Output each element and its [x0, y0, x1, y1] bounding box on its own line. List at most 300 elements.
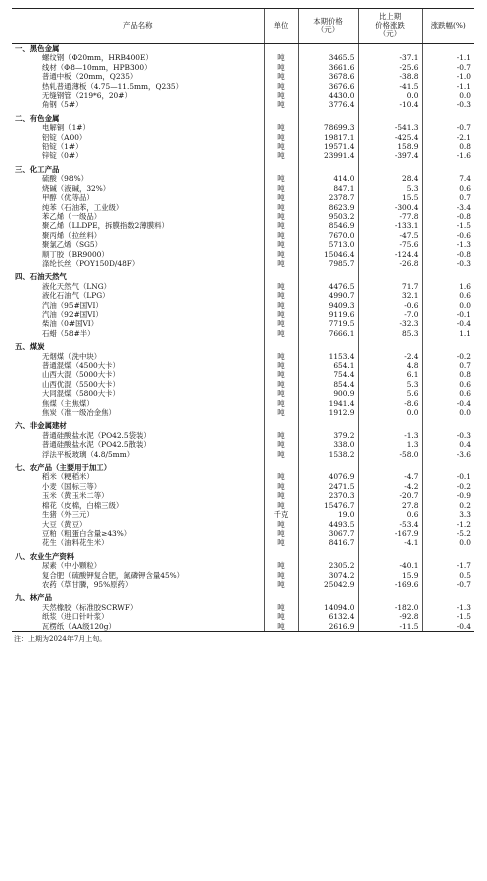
section-spacer-cell	[358, 268, 422, 281]
price-change-cell: 0.0	[358, 408, 422, 417]
current-price-cell: 4430.0	[298, 91, 358, 100]
section-spacer-cell	[298, 338, 358, 351]
price-change-cell: -169.6	[358, 580, 422, 589]
unit-cell: 吨	[264, 408, 298, 417]
change-percent-cell: -0.7	[422, 63, 474, 72]
current-price-cell: 2305.2	[298, 561, 358, 570]
unit-cell: 吨	[264, 329, 298, 338]
section-title: 八、农业生产资料	[15, 551, 75, 561]
current-price-cell: 15476.7	[298, 501, 358, 510]
change-percent-cell: 0.4	[422, 440, 474, 449]
change-percent-cell: 7.4	[422, 174, 474, 183]
unit-cell: 吨	[264, 282, 298, 291]
price-change-cell: 32.1	[358, 291, 422, 300]
product-name-cell: 锌锭（0#）	[42, 151, 83, 161]
change-percent-cell: 0.7	[422, 193, 474, 202]
table-row	[12, 561, 474, 570]
price-change-cell: -300.4	[358, 203, 422, 212]
price-change-cell: 85.3	[358, 329, 422, 338]
price-change-cell: -425.4	[358, 133, 422, 142]
unit-cell: 吨	[264, 221, 298, 230]
unit-cell: 吨	[264, 63, 298, 72]
current-price-cell: 1538.2	[298, 450, 358, 459]
unit-cell: 吨	[264, 361, 298, 370]
current-price-cell: 19571.4	[298, 142, 358, 151]
table-row	[12, 431, 474, 440]
price-change-cell: -41.5	[358, 82, 422, 91]
current-price-cell: 8623.9	[298, 203, 358, 212]
change-percent-cell: -0.9	[422, 491, 474, 500]
current-price-cell: 379.2	[298, 431, 358, 440]
unit-cell: 吨	[264, 291, 298, 300]
unit-cell: 吨	[264, 603, 298, 612]
change-percent-cell: -0.1	[422, 472, 474, 481]
current-price-cell: 2471.5	[298, 482, 358, 491]
table-row	[12, 510, 474, 519]
unit-cell: 吨	[264, 352, 298, 361]
price-table	[12, 8, 474, 632]
change-percent-cell: -2.1	[422, 133, 474, 142]
change-percent-cell: -0.4	[422, 399, 474, 408]
section-spacer-cell	[264, 161, 298, 174]
product-name-cell: 农药（草甘膦，95%原药）	[42, 579, 133, 589]
table-row	[12, 72, 474, 81]
table-row	[12, 133, 474, 142]
current-price-cell: 2378.7	[298, 193, 358, 202]
header-price-line1: 本期价格	[313, 16, 343, 26]
change-percent-cell: -0.8	[422, 250, 474, 259]
unit-cell: 吨	[264, 380, 298, 389]
change-percent-cell: -3.6	[422, 450, 474, 459]
product-name-cell: 花生（油料花生米）	[42, 538, 109, 548]
unit-cell: 吨	[264, 520, 298, 529]
section-spacer-cell	[422, 268, 474, 281]
product-name-cell: 稻米（粳稻米）	[42, 472, 94, 482]
section-spacer-cell	[422, 110, 474, 123]
unit-cell: 吨	[264, 174, 298, 183]
section-spacer-cell	[264, 268, 298, 281]
price-change-cell: -58.0	[358, 450, 422, 459]
unit-cell: 吨	[264, 212, 298, 221]
section-spacer-cell	[264, 459, 298, 472]
table-row	[12, 151, 474, 160]
current-price-cell: 654.1	[298, 361, 358, 370]
section-spacer-cell	[298, 110, 358, 123]
product-name-cell: 线材（Φ8—10mm，HPB300）	[42, 62, 152, 72]
product-name-cell: 山西大混（5000大卡）	[42, 370, 120, 380]
product-name-cell: 无缝钢管（219*6，20#）	[42, 91, 132, 101]
section-spacer-cell	[358, 548, 422, 561]
section-spacer-cell	[358, 110, 422, 123]
table-row	[12, 450, 474, 459]
section-spacer-cell	[264, 417, 298, 430]
change-percent-cell: 0.6	[422, 291, 474, 300]
product-name-cell: 小麦（国标三等）	[42, 481, 102, 491]
section-spacer-cell	[298, 44, 358, 54]
price-change-cell: 71.7	[358, 282, 422, 291]
change-percent-cell: -0.4	[422, 622, 474, 632]
product-name-cell: 焦煤（主焦煤）	[42, 398, 94, 408]
change-percent-cell: 0.0	[422, 538, 474, 547]
price-change-cell: 28.4	[358, 174, 422, 183]
section-spacer-cell	[358, 417, 422, 430]
product-name-cell: 热轧普通薄板（4.75—11.5mm，Q235）	[42, 81, 184, 91]
table-row	[12, 91, 474, 100]
header-change	[358, 9, 422, 44]
product-name-cell: 电解铜（1#）	[42, 123, 90, 133]
change-percent-cell: 0.7	[422, 361, 474, 370]
section-spacer-cell	[422, 417, 474, 430]
section-spacer-cell	[264, 338, 298, 351]
section-spacer-cell	[298, 417, 358, 430]
section-spacer-cell	[422, 161, 474, 174]
section-title: 一、黑色金属	[15, 44, 60, 53]
table-row	[12, 501, 474, 510]
header-change-line1: 比上期	[378, 12, 402, 22]
table-row	[12, 538, 474, 547]
current-price-cell: 9119.6	[298, 310, 358, 319]
change-percent-cell: -0.6	[422, 231, 474, 240]
table-row	[12, 612, 474, 621]
product-name-cell: 铅锭（1#）	[42, 142, 83, 152]
unit-cell: 吨	[264, 501, 298, 510]
change-percent-cell: -5.2	[422, 529, 474, 538]
unit-cell: 吨	[264, 91, 298, 100]
current-price-cell: 3676.6	[298, 82, 358, 91]
price-change-cell: -92.8	[358, 612, 422, 621]
unit-cell: 吨	[264, 250, 298, 259]
change-percent-cell: -0.4	[422, 319, 474, 328]
table-row	[12, 399, 474, 408]
table-body	[12, 44, 474, 632]
current-price-cell: 1912.9	[298, 408, 358, 417]
product-name-cell: 无烟煤（洗中块）	[42, 351, 102, 361]
current-price-cell: 3678.6	[298, 72, 358, 81]
current-price-cell: 25042.9	[298, 580, 358, 589]
section-spacer-cell	[298, 589, 358, 602]
price-change-cell: -124.4	[358, 250, 422, 259]
current-price-cell: 6132.4	[298, 612, 358, 621]
current-price-cell: 7670.0	[298, 231, 358, 240]
price-change-cell: -0.6	[358, 301, 422, 310]
current-price-cell: 414.0	[298, 174, 358, 183]
current-price-cell: 15046.4	[298, 250, 358, 259]
unit-cell: 吨	[264, 72, 298, 81]
product-name-cell: 液化石油气（LPG）	[42, 291, 110, 301]
current-price-cell: 4076.9	[298, 472, 358, 481]
current-price-cell: 7666.1	[298, 329, 358, 338]
change-percent-cell: -0.8	[422, 212, 474, 221]
unit-cell: 吨	[264, 440, 298, 449]
change-percent-cell: -0.3	[422, 100, 474, 109]
table-row	[12, 622, 474, 632]
product-name-cell: 纯苯（石油苯，工业级）	[42, 202, 124, 212]
current-price-cell: 9503.2	[298, 212, 358, 221]
table-row	[12, 142, 474, 151]
product-name-cell: 甲醇（优等品）	[42, 193, 94, 203]
current-price-cell: 1153.4	[298, 352, 358, 361]
table-row	[12, 212, 474, 221]
unit-cell: 吨	[264, 310, 298, 319]
product-name-cell: 山西优混（5500大卡）	[42, 379, 120, 389]
table-row	[12, 529, 474, 538]
unit-cell: 吨	[264, 231, 298, 240]
product-name-cell: 汽油（92#国VI）	[42, 309, 103, 319]
change-percent-cell: -1.6	[422, 151, 474, 160]
current-price-cell: 7719.5	[298, 319, 358, 328]
current-price-cell: 3661.6	[298, 63, 358, 72]
price-change-cell: -53.4	[358, 520, 422, 529]
current-price-cell: 8416.7	[298, 538, 358, 547]
unit-cell: 吨	[264, 82, 298, 91]
section-spacer-cell	[422, 338, 474, 351]
unit-cell: 吨	[264, 100, 298, 109]
section-spacer-cell	[422, 548, 474, 561]
price-change-cell: -397.4	[358, 151, 422, 160]
change-percent-cell: -1.0	[422, 72, 474, 81]
section-title: 六、非金属建材	[15, 421, 67, 431]
change-percent-cell: 1.1	[422, 329, 474, 338]
product-name-cell: 涤纶长丝（POY150D/48F）	[42, 258, 140, 268]
section-title: 九、林产品	[15, 593, 52, 603]
current-price-cell: 19.0	[298, 510, 358, 519]
product-name-cell: 顺丁胶（BR9000）	[42, 249, 109, 259]
header-pct: 涨跌幅(%)	[422, 9, 474, 44]
table-row	[12, 203, 474, 212]
price-change-cell: -26.8	[358, 259, 422, 268]
table-row	[12, 520, 474, 529]
table-row	[12, 329, 474, 338]
table-row	[12, 440, 474, 449]
unit-cell: 吨	[264, 612, 298, 621]
section-row	[12, 161, 474, 174]
current-price-cell: 8546.9	[298, 221, 358, 230]
product-name-cell: 聚乙烯（LLDPE，拆膜指数2薄膜料）	[42, 221, 169, 231]
current-price-cell: 3465.5	[298, 53, 358, 62]
section-spacer-cell	[298, 548, 358, 561]
product-name-cell: 铝锭（A00）	[42, 132, 87, 142]
unit-cell: 吨	[264, 450, 298, 459]
current-price-cell: 78699.3	[298, 123, 358, 132]
product-name-cell: 焦炭（准一级冶金焦）	[42, 408, 116, 418]
price-change-cell: -7.0	[358, 310, 422, 319]
change-percent-cell: 0.2	[422, 501, 474, 510]
price-change-cell: -1.3	[358, 431, 422, 440]
product-name-cell: 液化天然气（LNG）	[42, 281, 112, 291]
unit-cell: 吨	[264, 399, 298, 408]
section-spacer-cell	[264, 548, 298, 561]
change-percent-cell: -0.7	[422, 580, 474, 589]
price-change-cell: -40.1	[358, 561, 422, 570]
price-change-cell: -182.0	[358, 603, 422, 612]
section-row	[12, 338, 474, 351]
section-spacer-cell	[358, 44, 422, 54]
change-percent-cell: 0.0	[422, 408, 474, 417]
table-row	[12, 259, 474, 268]
table-row	[12, 184, 474, 193]
change-percent-cell: -0.3	[422, 259, 474, 268]
table-row	[12, 319, 474, 328]
unit-cell: 吨	[264, 301, 298, 310]
header-change-line2: 价格涨跌	[375, 20, 405, 30]
current-price-cell: 4990.7	[298, 291, 358, 300]
table-row	[12, 310, 474, 319]
product-name-cell: 尿素（中小颗粒）	[42, 561, 102, 571]
current-price-cell: 338.0	[298, 440, 358, 449]
section-row	[12, 548, 474, 561]
header-change-line3: （元）	[378, 29, 402, 39]
section-spacer-cell	[264, 110, 298, 123]
section-spacer-cell	[422, 459, 474, 472]
section-spacer-cell	[358, 161, 422, 174]
product-name-cell: 聚氯乙烯（SG5）	[42, 240, 103, 250]
change-percent-cell: 0.5	[422, 571, 474, 580]
product-name-cell: 硫酸（98%）	[42, 174, 88, 184]
product-name-cell: 汽油（95#国VI）	[42, 300, 103, 310]
change-percent-cell: -1.2	[422, 520, 474, 529]
price-change-cell: -167.9	[358, 529, 422, 538]
section-spacer-cell	[298, 161, 358, 174]
current-price-cell: 3074.2	[298, 571, 358, 580]
header-price-line2: （元）	[316, 25, 340, 34]
section-row	[12, 268, 474, 281]
section-spacer-cell	[298, 459, 358, 472]
section-spacer-cell	[358, 459, 422, 472]
current-price-cell: 900.9	[298, 389, 358, 398]
product-name-cell: 瓦楞纸（AA级120g）	[12, 622, 264, 632]
current-price-cell: 9409.3	[298, 301, 358, 310]
section-title: 二、有色金属	[15, 113, 60, 123]
price-change-cell: 5.3	[358, 380, 422, 389]
unit-cell: 吨	[264, 580, 298, 589]
section-title: 四、石油天然气	[15, 272, 67, 282]
current-price-cell: 3067.7	[298, 529, 358, 538]
current-price-cell: 5713.0	[298, 240, 358, 249]
table-row	[12, 174, 474, 183]
unit-cell: 吨	[264, 240, 298, 249]
unit-cell: 吨	[264, 491, 298, 500]
current-price-cell: 19817.1	[298, 133, 358, 142]
table-row	[12, 291, 474, 300]
table-row	[12, 370, 474, 379]
product-name-cell: 石蜡（58#半）	[42, 328, 95, 338]
current-price-cell: 847.1	[298, 184, 358, 193]
section-spacer-cell	[422, 589, 474, 602]
price-change-cell: -4.1	[358, 538, 422, 547]
current-price-cell: 23991.4	[298, 151, 358, 160]
price-change-cell: 4.8	[358, 361, 422, 370]
unit-cell: 吨	[264, 259, 298, 268]
unit-cell: 吨	[264, 133, 298, 142]
product-name-cell: 大豆（黄豆）	[42, 519, 87, 529]
product-name-cell: 大同混煤（5800大卡）	[42, 389, 120, 399]
change-percent-cell: -3.4	[422, 203, 474, 212]
unit-cell: 吨	[264, 538, 298, 547]
table-row	[12, 123, 474, 132]
current-price-cell: 14094.0	[298, 603, 358, 612]
price-change-cell: 5.3	[358, 184, 422, 193]
product-name-cell: 生猪（外三元）	[42, 510, 94, 520]
table-row	[12, 389, 474, 398]
change-percent-cell: 0.8	[422, 370, 474, 379]
unit-cell: 吨	[264, 622, 298, 632]
price-change-cell: -77.8	[358, 212, 422, 221]
price-change-cell: -32.3	[358, 319, 422, 328]
table-row	[12, 352, 474, 361]
unit-cell: 吨	[264, 529, 298, 538]
change-percent-cell: 3.3	[422, 510, 474, 519]
price-change-cell: -20.7	[358, 491, 422, 500]
price-change-cell: -4.2	[358, 482, 422, 491]
unit-cell: 吨	[264, 142, 298, 151]
product-name-cell: 豆粕（粗蛋白含量≥43%）	[42, 528, 132, 538]
product-name-cell: 棉花（皮棉，白棉三级）	[42, 500, 124, 510]
section-spacer-cell	[298, 268, 358, 281]
section-spacer-cell	[358, 589, 422, 602]
change-percent-cell: -0.7	[422, 123, 474, 132]
product-name-cell: 纸浆（进口针叶浆）	[42, 612, 109, 622]
change-percent-cell: -1.5	[422, 612, 474, 621]
table-row	[12, 580, 474, 589]
unit-cell: 吨	[264, 561, 298, 570]
price-change-cell: 6.1	[358, 370, 422, 379]
table-row	[12, 193, 474, 202]
price-change-cell: 5.6	[358, 389, 422, 398]
change-percent-cell: 0.6	[422, 380, 474, 389]
change-percent-cell: -1.1	[422, 82, 474, 91]
price-change-cell: 0.6	[358, 510, 422, 519]
current-price-cell: 2616.9	[298, 622, 358, 632]
table-row	[12, 380, 474, 389]
product-name-cell: 复合肥（硫酸钾复合肥，氮磷钾含量45%）	[42, 570, 185, 580]
unit-cell: 吨	[264, 571, 298, 580]
price-change-cell: -541.3	[358, 123, 422, 132]
table-row	[12, 603, 474, 612]
table-row	[12, 250, 474, 259]
header-unit: 单位	[264, 9, 298, 44]
change-percent-cell: -0.2	[422, 352, 474, 361]
unit-cell: 吨	[264, 184, 298, 193]
header-product: 产品名称	[12, 9, 264, 44]
current-price-cell: 3776.4	[298, 100, 358, 109]
price-change-cell: -10.4	[358, 100, 422, 109]
section-row	[12, 459, 474, 472]
price-change-cell: -8.6	[358, 399, 422, 408]
table-header	[12, 9, 474, 44]
current-price-cell: 7985.7	[298, 259, 358, 268]
product-name-cell: 天然橡胶（标准胶SCRWF）	[42, 602, 138, 612]
change-percent-cell: -0.3	[422, 431, 474, 440]
price-change-cell: -75.6	[358, 240, 422, 249]
price-change-cell: 15.5	[358, 193, 422, 202]
product-name-cell: 玉米（黄玉米二等）	[42, 491, 109, 501]
section-title: 七、农产品（主要用于加工）	[15, 463, 112, 473]
table-row	[12, 82, 474, 91]
current-price-cell: 854.4	[298, 380, 358, 389]
change-percent-cell: 0.6	[422, 389, 474, 398]
header-price	[298, 9, 358, 44]
table-row	[12, 240, 474, 249]
section-spacer-cell	[358, 338, 422, 351]
section-row	[12, 589, 474, 602]
table-row	[12, 282, 474, 291]
current-price-cell: 4476.5	[298, 282, 358, 291]
product-name-cell: 聚丙烯（拉丝料）	[42, 230, 102, 240]
product-name-cell: 烧碱（液碱，32%）	[42, 183, 111, 193]
current-price-cell: 2370.3	[298, 491, 358, 500]
table-row	[12, 472, 474, 481]
unit-cell: 吨	[264, 482, 298, 491]
